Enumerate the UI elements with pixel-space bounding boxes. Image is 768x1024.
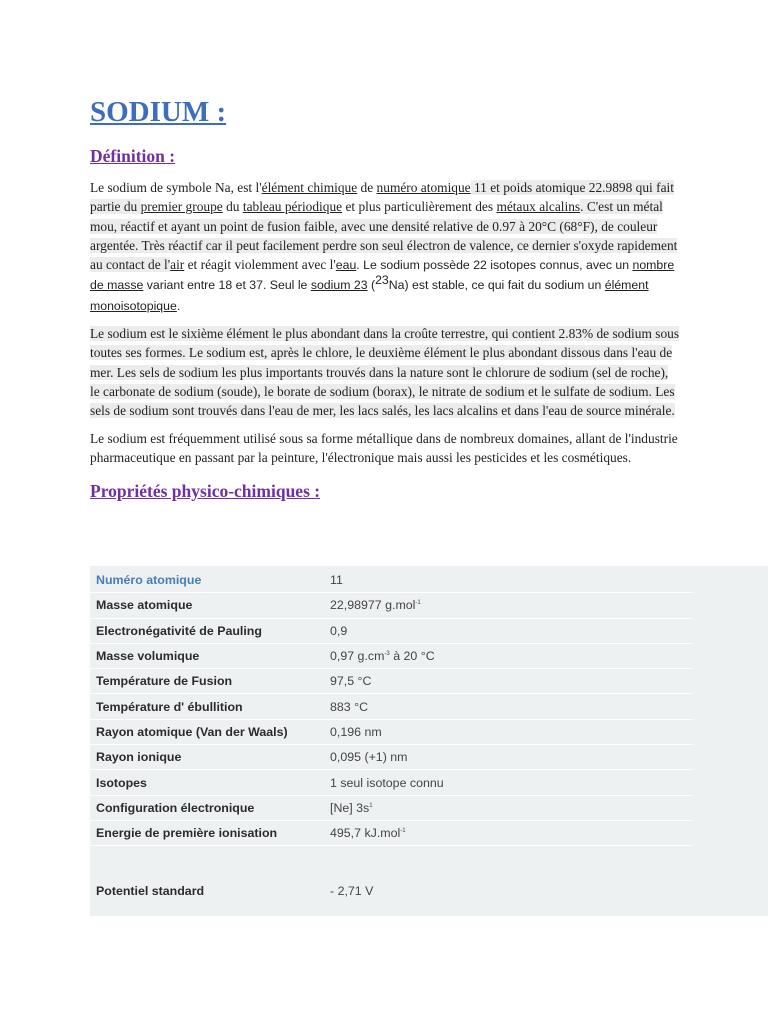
property-label: Energie de première ionisation bbox=[90, 820, 324, 845]
property-value-text: 1 seul isotope connu bbox=[330, 775, 444, 790]
link-metaux-alcalins[interactable]: métaux alcalins bbox=[496, 199, 581, 215]
property-value-exponent: -1 bbox=[400, 828, 406, 835]
property-value-exponent: 1 bbox=[369, 802, 373, 809]
properties-panel bbox=[90, 566, 768, 916]
property-value bbox=[324, 719, 693, 744]
property-label: Electronégativité de Pauling bbox=[90, 618, 324, 643]
table-row bbox=[90, 694, 693, 719]
text-run: 11 et poids atomique 22.9898 qui fait partie du bbox=[90, 180, 674, 215]
table-row bbox=[90, 643, 693, 668]
property-value-suffix: à 20 °C bbox=[389, 649, 435, 664]
table-row bbox=[90, 669, 693, 694]
property-label: Masse volumique bbox=[90, 643, 324, 668]
link-sodium-23[interactable]: sodium 23 bbox=[310, 278, 368, 293]
property-value bbox=[324, 618, 693, 643]
isotope-superscript: 23 bbox=[375, 273, 389, 288]
property-value bbox=[324, 568, 693, 593]
property-value bbox=[324, 745, 693, 770]
property-value-exponent: -3 bbox=[384, 651, 390, 658]
link-air[interactable]: air bbox=[170, 257, 185, 273]
text-run: et réagit violemment avec l' bbox=[184, 257, 336, 273]
text-run: variant entre 18 et 37. Seul le bbox=[143, 278, 311, 293]
property-value-text: 0,97 g.cm bbox=[330, 649, 385, 664]
table-row bbox=[90, 820, 693, 845]
property-value-exponent: -1 bbox=[415, 600, 421, 607]
text-run: ( bbox=[367, 278, 376, 293]
link-nombre-de-masse[interactable]: nombre de masse bbox=[90, 258, 675, 293]
text-run: de bbox=[357, 180, 377, 195]
property-value bbox=[324, 846, 693, 915]
property-label: Rayon atomique (Van der Waals) bbox=[90, 719, 324, 744]
property-value-text: 22,98977 g.mol bbox=[330, 598, 416, 613]
property-label: Température d' ébullition bbox=[90, 694, 324, 719]
property-value-text: 495,7 kJ.mol bbox=[330, 826, 401, 841]
property-label: Masse atomique bbox=[90, 593, 324, 618]
text-run: Le sodium de symbole Na, est l' bbox=[90, 180, 262, 195]
table-row bbox=[90, 719, 693, 744]
property-value bbox=[324, 669, 693, 694]
property-value-text: [Ne] 3s bbox=[330, 800, 370, 815]
text-run: . bbox=[176, 298, 181, 313]
property-label: Rayon ionique bbox=[90, 745, 324, 770]
properties-heading: Propriétés physico-chimiques : bbox=[90, 481, 321, 502]
definition-heading: Définition : bbox=[90, 146, 176, 166]
table-row bbox=[90, 846, 693, 915]
link-element-chimique[interactable]: élément chimique bbox=[261, 180, 358, 195]
property-value bbox=[324, 694, 693, 719]
text-run: . Le sodium possède 22 isotopes connus, avec un bbox=[356, 258, 633, 273]
property-label: Potentiel standard bbox=[96, 884, 205, 899]
text-run: et plus particulièrement des bbox=[342, 199, 497, 215]
table-row bbox=[90, 770, 693, 795]
property-value-text: 0,095 (+1) nm bbox=[330, 750, 408, 765]
table-row bbox=[90, 593, 693, 618]
document-page bbox=[90, 94, 680, 503]
property-value bbox=[324, 795, 693, 820]
property-value-text: 97,5 °C bbox=[330, 674, 372, 689]
property-label: Numéro atomique bbox=[90, 568, 324, 593]
table-row bbox=[90, 618, 693, 643]
table-row bbox=[90, 795, 693, 820]
property-value bbox=[324, 770, 693, 795]
text-run: Na) est stable, ce qui fait du sodium un bbox=[388, 278, 605, 293]
link-tableau-periodique[interactable]: tableau périodique bbox=[242, 199, 343, 215]
property-value-text: 0,9 bbox=[330, 623, 348, 638]
properties-table bbox=[90, 568, 693, 914]
property-label: Température de Fusion bbox=[90, 669, 324, 694]
property-value-text: 0,196 nm bbox=[330, 724, 382, 739]
property-value-text: 883 °C bbox=[330, 699, 369, 714]
property-label: Configuration électronique bbox=[90, 795, 324, 820]
property-value bbox=[324, 593, 693, 618]
definition-paragraph bbox=[90, 178, 680, 316]
text-run: . C'est un métal mou, réactif et ayant un point de fusion faible, avec une densité relative de 0.97 à 20°C (68°F), de couleur argentée. Très réactif car il peut facilement perdre son seul électron de valence, ce dernier s'oxyde rapidement au contact de l' bbox=[90, 199, 678, 273]
link-premier-groupe[interactable]: premier groupe bbox=[140, 199, 223, 215]
abundance-paragraph bbox=[90, 324, 680, 420]
table-row bbox=[90, 568, 693, 593]
table-row bbox=[90, 745, 693, 770]
link-element-monoisotopique[interactable]: élément monoisotopique bbox=[90, 278, 649, 313]
property-value-text: - 2,71 V bbox=[330, 884, 374, 899]
page-title: SODIUM : bbox=[90, 96, 227, 128]
link-eau[interactable]: eau bbox=[335, 258, 357, 273]
property-value-text: 11 bbox=[330, 573, 343, 588]
usage-paragraph: Le sodium est fréquemment utilisé sous sa forme métallique dans de nombreux domaines, allant de l'industrie pharmaceutique en passant par la peinture, l'électronique mais aussi les pesticides et les cosmétiques. bbox=[90, 430, 678, 465]
property-value bbox=[324, 643, 693, 668]
link-numero-atomique[interactable]: numéro atomique bbox=[376, 180, 471, 195]
property-label: Isotopes bbox=[90, 770, 324, 795]
text-run: du bbox=[222, 199, 243, 215]
property-value bbox=[324, 820, 693, 845]
abundance-text: Le sodium est le sixième élément le plus abondant dans la croûte terrestre, qui contient 2.83% de sodium sous toutes ses formes. Le sodium est, après le chlore, le deuxième élément le plus abondant dissous dans l'eau de mer. Les sels de sodium les plus importants trouvés dans la nature sont le chlorure de sodium (sel de roche), le carbonate de sodium (soude), le borate de sodium (borax), le nitrate de sodium et le sulfate de sodium. Les sels de sodium sont trouvés dans l'eau de mer, les lacs salés, les lacs alcalins et dans l'eau de source minérale. bbox=[90, 326, 680, 419]
